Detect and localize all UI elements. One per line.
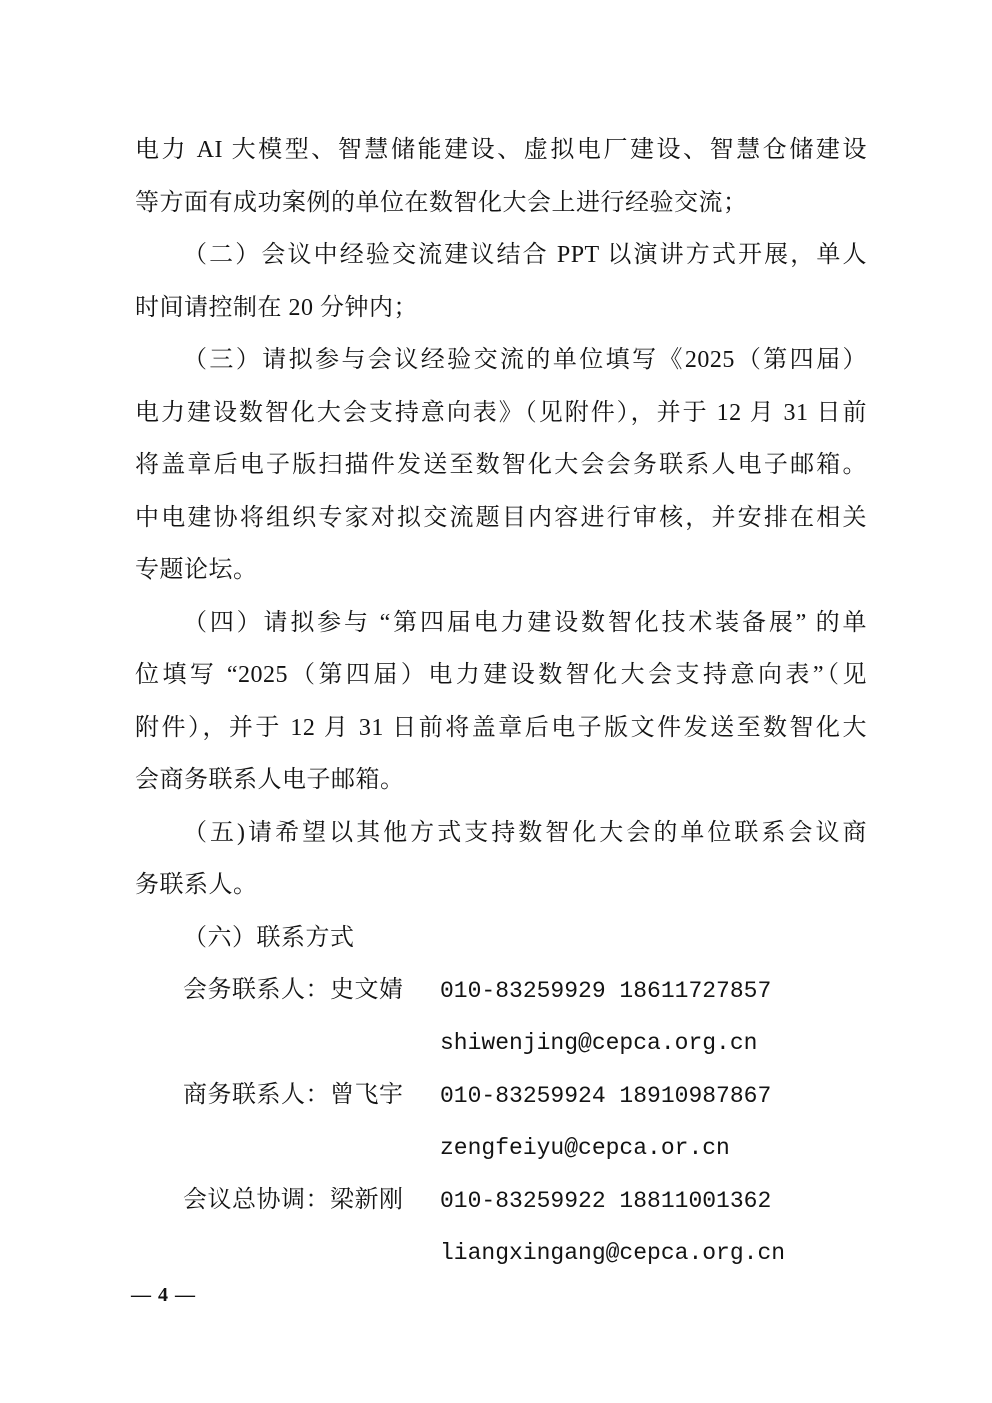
document-line: 专题论坛。: [135, 557, 258, 583]
document-line: 时间请控制在 20 分钟内；: [135, 294, 418, 321]
contact-phone: 010-83259922 18811001362: [440, 1188, 772, 1214]
document-line: 将盖章后电子版扫描件发送至数智化大会会务联系人电子邮箱。: [135, 452, 867, 478]
contact-row-business: [135, 1069, 867, 1122]
document-line-item-3: （三）请拟参与会议经验交流的单位填写《2025（第四届）: [183, 347, 867, 373]
document-body: [135, 124, 867, 1279]
document-line: 中电建协将组织专家对拟交流题目内容进行审核，并安排在相关: [135, 504, 867, 531]
page-number: — 4 —: [131, 1284, 196, 1306]
document-line: 务联系人。: [135, 872, 258, 898]
contact-email: zengfeiyu@cepca.or.cn: [440, 1134, 730, 1161]
document-line: 电力 AI 大模型、智慧储能建设、虚拟电厂建设、智慧仓储建设: [135, 137, 867, 163]
document-line: 会商务联系人电子邮箱。: [135, 767, 405, 793]
contact-email: liangxingang@cepca.org.cn: [440, 1239, 786, 1266]
document-line: 附件），并于 12 月 31 日前将盖章后电子版文件发送至数智化大: [135, 714, 867, 741]
document-line-item-2: （二）会议中经验交流建议结合 PPT 以演讲方式开展，单人: [183, 242, 867, 268]
document-line: 位填写 “2025（第四届）电力建设数智化大会支持意向表”（见: [135, 662, 867, 688]
document-line: 等方面有成功案例的单位在数智化大会上进行经验交流；: [135, 189, 748, 216]
document-line: 电力建设数智化大会支持意向表》（见附件），并于 12 月 31 日前: [135, 399, 867, 426]
document-line-item-4: （四）请拟参与 “第四届电力建设数智化技术装备展” 的单: [183, 609, 867, 636]
contact-phone: 010-83259929 18611727857: [440, 978, 772, 1004]
document-line-item-5: （五)请希望以其他方式支持数智化大会的单位联系会议商: [183, 819, 867, 846]
contact-email: shiwenjing@cepca.org.cn: [440, 1029, 758, 1056]
document-line-item-6: （六）联系方式: [183, 924, 355, 951]
contact-row-coordinator: [135, 1174, 867, 1227]
contact-label: 会务联系人：史文婧: [183, 977, 404, 1003]
contact-label: 会议总协调：梁新刚: [183, 1187, 404, 1213]
contact-phone: 010-83259924 18910987867: [440, 1083, 772, 1109]
contact-row-conference-affairs: [135, 964, 867, 1017]
contact-label: 商务联系人：曾飞宇: [183, 1082, 404, 1108]
